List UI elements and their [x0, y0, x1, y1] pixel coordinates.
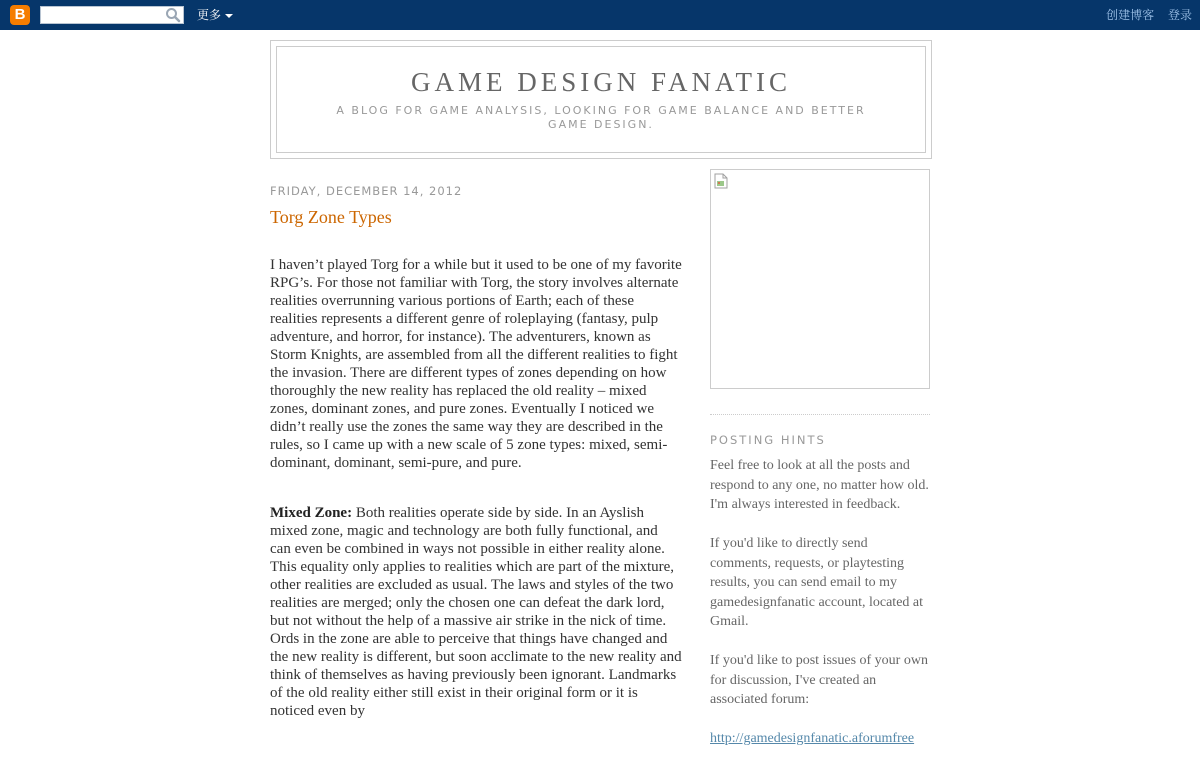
forum-link[interactable]: http://gamedesignfanatic.aforumfree: [710, 731, 915, 746]
post-title-link[interactable]: Torg Zone Types: [270, 207, 392, 227]
hint-paragraph: Feel free to look at all the posts and respond to any one, no matter how old. I'm always interested in feedback.: [710, 458, 929, 512]
broken-image-icon: [714, 173, 728, 189]
blog-title[interactable]: GAME DESIGN FANATIC: [410, 67, 791, 97]
navbar-account-links: [1096, 7, 1192, 23]
posting-hints-body: [710, 456, 932, 768]
sidebar-divider: [710, 414, 930, 415]
more-menu-button[interactable]: [197, 7, 233, 23]
search-icon[interactable]: [165, 7, 181, 23]
search-input[interactable]: [40, 6, 184, 24]
sidebar-image: [710, 169, 930, 389]
more-menu-label: 更多: [197, 8, 222, 22]
blogger-logo-letter: B: [14, 6, 26, 23]
posting-hints-title: POSTING HINTS: [710, 433, 826, 447]
login-link[interactable]: 登录: [1167, 8, 1192, 22]
mixed-zone-text: Both realities operate side by side. In an Ayslish mixed zone, magic and technology are both fully functional, and can even be combined in ways not possible in either reality alone. This equality only applies to realities which are part of the mixture, other realities are excluded as usual. The laws and styles of the two realities are merged; only the chosen one can defeat the dark lord, but not without the help of a massive air strike in the nick of time. Ords in the zone are able to perceive that things have changed and the new reality is different, but soon acclimate to the new reality and think of themselves as having previously been ignorant. Landmarks of the old reality either still exist in their original form or it is noticed even by: [270, 505, 682, 719]
blogger-navbar: [0, 0, 1200, 30]
blog-description: A BLOG FOR GAME ANALYSIS, LOOKING FOR GAME BALANCE AND BETTER GAME DESIGN.: [336, 104, 866, 131]
mixed-zone-label: Mixed Zone:: [270, 505, 353, 521]
post-paragraph: I haven’t played Torg for a while but it used to be one of my favorite RPG’s. For those not familiar with Torg, the story involves alternate realities overrunning various portions of Earth; each of these realities represents a different genre of roleplaying (fantasy, pulp adventure, and horror, for instance). The adventurers, known as Storm Knights, are assembled from all the different realities to fight the invasion. There are different types of zones depending on how thoroughly the new reality has replaced the old reality – mixed zones, dominant zones, and pure zones. Eventually I noticed we didn’t really use the zones the same way they are described in the rules, so I came up with a new scale of 5 zone types: mixed, semi-dominant, dominant, semi-pure, and pure.: [270, 257, 682, 471]
chevron-down-icon: [225, 14, 233, 18]
post-body: [270, 256, 682, 720]
create-blog-link[interactable]: 创建博客: [1106, 8, 1155, 22]
hint-paragraph: If you'd like to post issues of your own for discussion, I've created an associated forum:: [710, 653, 928, 707]
post-date: FRIDAY, DECEMBER 14, 2012: [270, 184, 463, 198]
blog-header: [276, 46, 926, 153]
blogger-logo-icon[interactable]: [10, 5, 30, 25]
hint-paragraph: If you'd like to directly send comments, requests, or playtesting results, you can send email to my gamedesignfanatic account, located at Gmail.: [710, 536, 924, 629]
post-paragraph-mixed-zone: [270, 504, 682, 720]
